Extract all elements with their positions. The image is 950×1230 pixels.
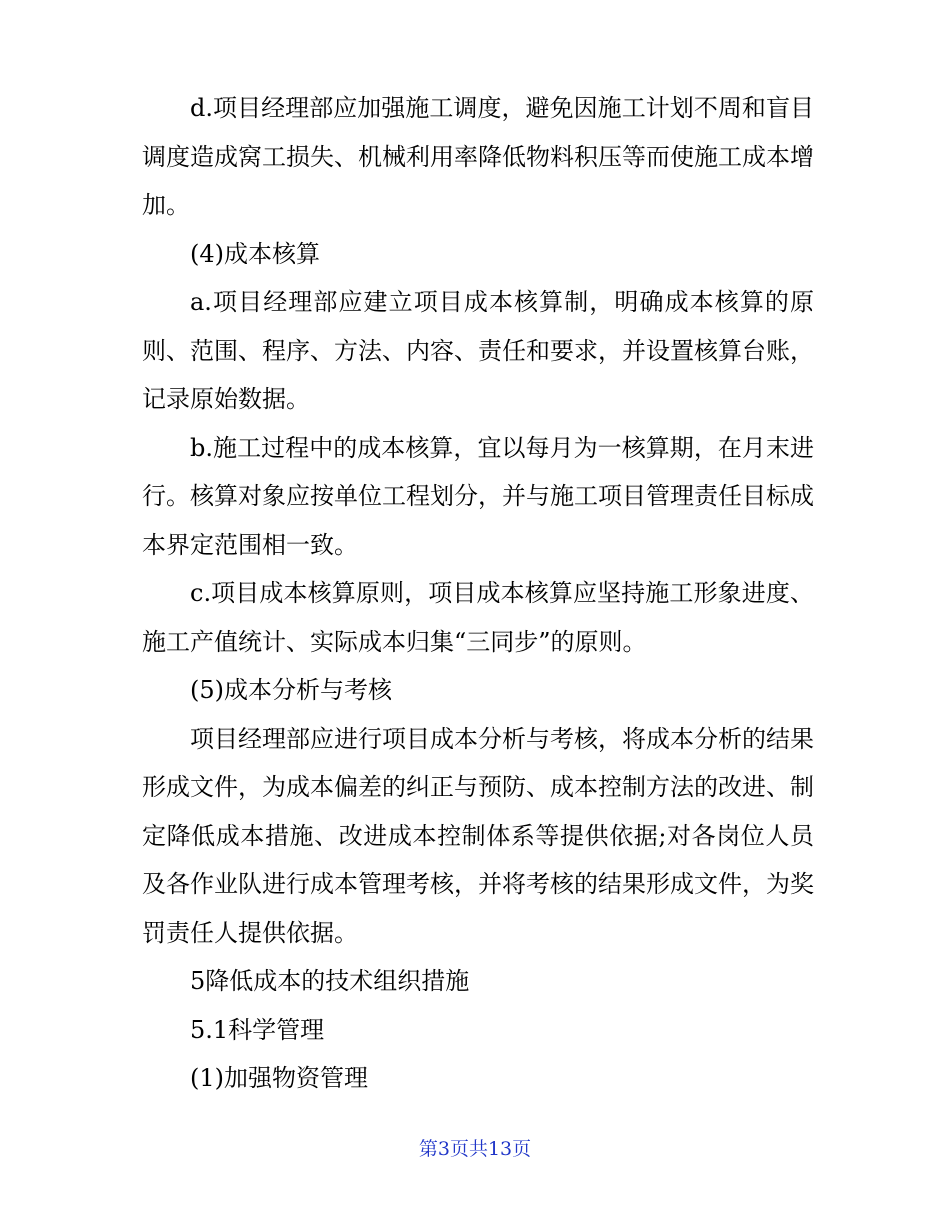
heading-cost-analysis: (5)成本分析与考核 xyxy=(190,676,392,704)
heading-material-management: (1)加强物资管理 xyxy=(190,1064,368,1092)
paragraph-b-accounting-period: b.施工过程中的成本核算，宜以每月为一核算期，在月末进行。核算对象应按单位工程划分，并与施工项目管理责任目标成本界定范围相一致。 xyxy=(142,433,814,559)
document-body xyxy=(142,84,814,1103)
heading-scientific-management: 5.1科学管理 xyxy=(190,1015,325,1044)
paragraph-c-accounting-principle: c.项目成本核算原则，项目成本核算应坚持施工形象进度、施工产值统计、实际成本归集“三同步”的原则。 xyxy=(142,579,814,656)
heading-cost-accounting: (4)成本核算 xyxy=(190,239,320,268)
paragraph-a-accounting-system: a.项目经理部应建立项目成本核算制，明确成本核算的原则、范围、程序、方法、内容、责任和要求，并设置核算台账，记录原始数据。 xyxy=(142,288,814,413)
heading-cost-reduction-measures: 5降低成本的技术组织措施 xyxy=(190,967,470,995)
paragraph-d-scheduling: d.项目经理部应加强施工调度，避免因施工计划不周和盲目调度造成窝工损失、机械利用率降低物料积压等而使施工成本增加。 xyxy=(142,94,814,219)
paragraph-analysis-assessment: 项目经理部应进行项目成本分析与考核，将成本分析的结果形成文件，为成本偏差的纠正与预防、成本控制方法的改进、制定降低成本措施、改进成本控制体系等提供依据;对各岗位人员及各作业队进行成本管理考核，并将考核的结果形成文件，为奖罚责任人提供依据。 xyxy=(142,724,814,947)
page-number-footer: 第3页共13页 xyxy=(418,1138,532,1160)
